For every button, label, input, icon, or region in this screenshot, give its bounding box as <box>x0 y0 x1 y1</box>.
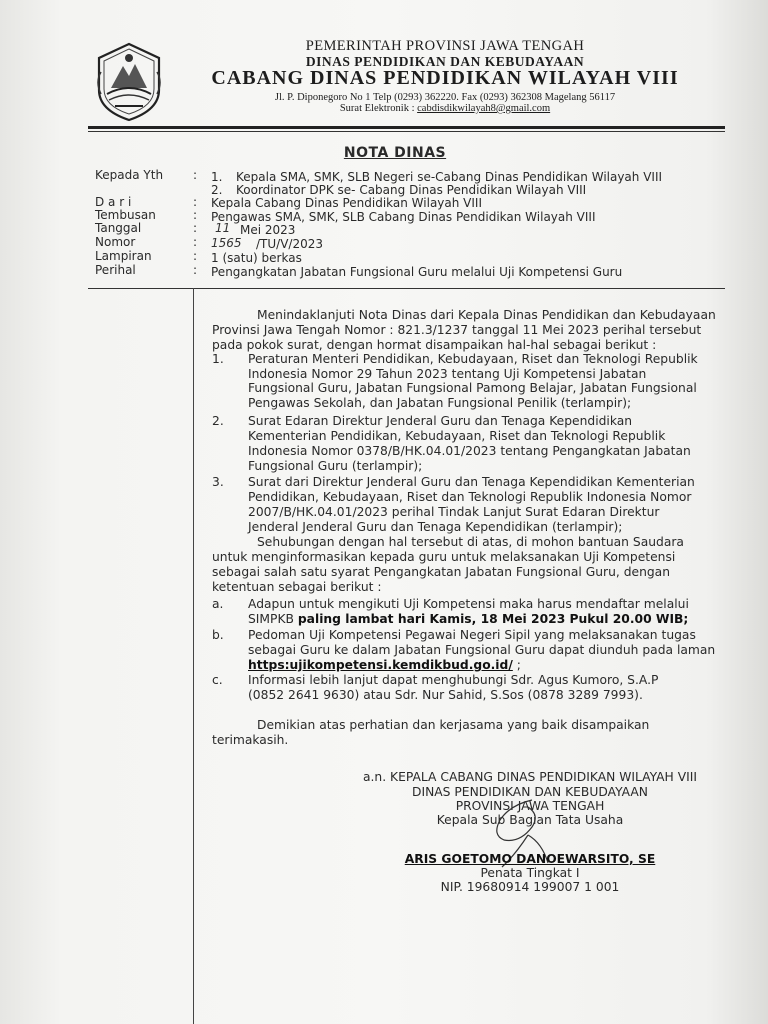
list-item-a <box>248 612 688 627</box>
nomor-label: Nomor <box>95 235 136 249</box>
paragraph-line: untuk menginformasikan kepada guru untuk melaksanakan Uji Kompetensi <box>212 550 676 564</box>
list-item-b: Pedoman Uji Kompetensi Pegawai Negeri Sipil yang melaksanakan tugas <box>248 628 696 642</box>
colon: : <box>193 249 198 263</box>
tanggal-value: Mei 2023 <box>240 223 296 237</box>
letterhead-rule-thin <box>88 131 725 132</box>
jawa-tengah-emblem-icon <box>93 42 165 122</box>
tembusan-value: Pengawas SMA, SMK, SLB Cabang Dinas Pendidikan Wilayah VIII <box>211 210 596 224</box>
kepada-item-2: Koordinator DPK se- Cabang Dinas Pendidikan Wilayah VIII <box>236 183 587 197</box>
simpkb-text: SIMPKB <box>248 612 298 626</box>
list-item-c: (0852 2641 9630) atau Sdr. Nur Sahid, S.Sos (0878 3289 7993). <box>248 688 643 702</box>
paragraph-line: Sehubungan dengan hal tersebut di atas, di mohon bantuan Saudara <box>257 535 684 549</box>
lampiran-value: 1 (satu) berkas <box>211 251 302 265</box>
dari-value: Kepala Cabang Dinas Pendidikan Wilayah VIII <box>211 196 483 210</box>
kepada-item-2-num: 2. <box>211 183 223 197</box>
signature-line: a.n. KEPALA CABANG DINAS PENDIDIKAN WILAYAH VIII <box>362 770 698 784</box>
signatory-rank: Penata Tingkat I <box>480 866 580 880</box>
list-letter: a. <box>212 597 224 611</box>
dari-label: D a r i <box>95 195 132 209</box>
list-number: 3. <box>212 475 224 489</box>
list-item-a: Adapun untuk mengikuti Uji Kompetensi maka harus mendaftar melalui <box>248 597 689 611</box>
kepada-item-1-num: 1. <box>211 170 223 184</box>
list-item-1: Fungsional Guru, Jabatan Fungsional Pamong Belajar, Jabatan Fungsional <box>248 381 697 395</box>
closing-line: terimakasih. <box>212 733 289 747</box>
list-item-c: Informasi lebih lanjut dapat menghubungi Sdr. Agus Kumoro, S.A.P <box>248 673 659 687</box>
letterhead-department: DINAS PENDIDIKAN DAN KEBUDAYAAN <box>305 54 585 69</box>
signature-line: DINAS PENDIDIKAN DAN KEBUDAYAAN <box>411 785 649 799</box>
perihal-value: Pengangkatan Jabatan Fungsional Guru melalui Uji Kompetensi Guru <box>211 265 623 279</box>
list-item-2: Fungsional Guru (terlampir); <box>248 459 423 473</box>
document-title: NOTA DINAS <box>343 145 447 161</box>
list-item-b: sebagai Guru ke dalam Jabatan Fungsional Guru dapat diunduh pada laman <box>248 643 716 657</box>
list-letter: c. <box>212 673 223 687</box>
lampiran-label: Lampiran <box>95 249 152 263</box>
link-suffix: ; <box>512 658 521 672</box>
list-item-2: Surat Edaran Direktur Jenderal Guru dan Tenaga Kependidikan <box>248 414 633 428</box>
nomor-value: /TU/V/2023 <box>256 237 323 251</box>
intro-line: Menindaklanjuti Nota Dinas dari Kepala Dinas Pendidikan dan Kebudayaan <box>257 308 716 322</box>
list-item-2: Kementerian Pendidikan, Kebudayaan, Riset dan Teknologi Republik <box>248 429 666 443</box>
list-item-3: Jenderal Jenderal Guru dan Tenaga Kependidikan (terlampir); <box>248 520 623 534</box>
list-number: 2. <box>212 414 224 428</box>
signatory-nip: NIP. 19680914 199007 1 001 <box>440 880 620 894</box>
colon: : <box>193 168 198 182</box>
list-item-b <box>248 658 521 673</box>
perihal-label: Perihal <box>95 263 136 277</box>
intro-line: Provinsi Jawa Tengah Nomor : 821.3/1237 tanggal 11 Mei 2023 perihal tersebut <box>212 323 702 337</box>
paragraph-line: ketentuan sebagai berikut : <box>212 580 382 594</box>
deadline-text: paling lambat hari Kamis, 18 Mei 2023 Pukul 20.00 WIB; <box>297 612 689 626</box>
tanggal-day-handwritten: 11 <box>215 221 231 235</box>
email-address: cabdisdikwilayah8@gmail.com <box>417 103 551 114</box>
letterhead-branch: CABANG DINAS PENDIDIKAN WILAYAH VIII <box>211 67 679 89</box>
list-number: 1. <box>212 352 224 366</box>
list-item-3: Pendidikan, Kebudayaan, Riset dan Teknologi Republik Indonesia Nomor <box>248 490 692 504</box>
list-item-2: Indonesia Nomor 0378/B/HK.04.01/2023 tentang Pengangkatan Jabatan <box>248 444 691 458</box>
meta-divider <box>88 288 725 289</box>
intro-line: pada pokok surat, dengan hormat disampaikan hal-hal sebagai berikut : <box>212 338 657 352</box>
list-item-3: Surat dari Direktur Jenderal Guru dan Tenaga Kependidikan Kementerian <box>248 475 695 489</box>
list-item-1: Peraturan Menteri Pendidikan, Kebudayaan, Riset dan Teknologi Republik <box>248 352 698 366</box>
letterhead-address: Jl. P. Diponegoro No 1 Telp (0293) 362220. Fax (0293) 362308 Magelang 56117 <box>274 92 616 103</box>
list-item-3: 2007/B/HK.04.01/2023 perihal Tindak Lanjut Surat Edaran Direktur <box>248 505 660 519</box>
email-label: Surat Elektronik : <box>339 103 418 114</box>
colon: : <box>193 208 198 222</box>
ujikompetensi-link[interactable]: https:ujikompetensi.kemdikbud.go.id/ <box>248 658 513 672</box>
signatory-name: ARIS GOETOMO DANOEWARSITO, SE <box>404 852 656 866</box>
nomor-number-handwritten: 1565 <box>211 236 242 250</box>
colon: : <box>193 263 198 277</box>
paragraph-line: sebagai salah satu syarat Pengangkatan Jabatan Fungsional Guru, dengan <box>212 565 671 579</box>
list-letter: b. <box>212 628 224 642</box>
letterhead-rule <box>88 126 725 129</box>
letterhead-email-line <box>180 103 710 114</box>
closing-line: Demikian atas perhatian dan kerjasama yang baik disampaikan <box>257 718 650 732</box>
colon: : <box>193 221 198 235</box>
kepada-label: Kepada Yth <box>95 168 164 182</box>
colon: : <box>193 195 198 209</box>
signature-line: Kepala Sub Bagian Tata Usaha <box>436 813 624 827</box>
letterhead-government: PEMERINTAH PROVINSI JAWA TENGAH <box>305 38 585 54</box>
colon: : <box>193 235 198 249</box>
tembusan-label: Tembusan <box>95 208 156 222</box>
list-item-1: Pengawas Sekolah, dan Jabatan Fungsional Penilik (terlampir); <box>248 396 632 410</box>
margin-line <box>193 288 194 1024</box>
kepada-item-1: Kepala SMA, SMK, SLB Negeri se-Cabang Dinas Pendidikan Wilayah VIII <box>236 170 663 184</box>
list-item-1: Indonesia Nomor 29 Tahun 2023 tentang Uji Kompetensi Jabatan <box>248 367 647 381</box>
tanggal-label: Tanggal <box>95 221 142 235</box>
signature-line: PROVINSI JAWA TENGAH <box>455 799 605 813</box>
